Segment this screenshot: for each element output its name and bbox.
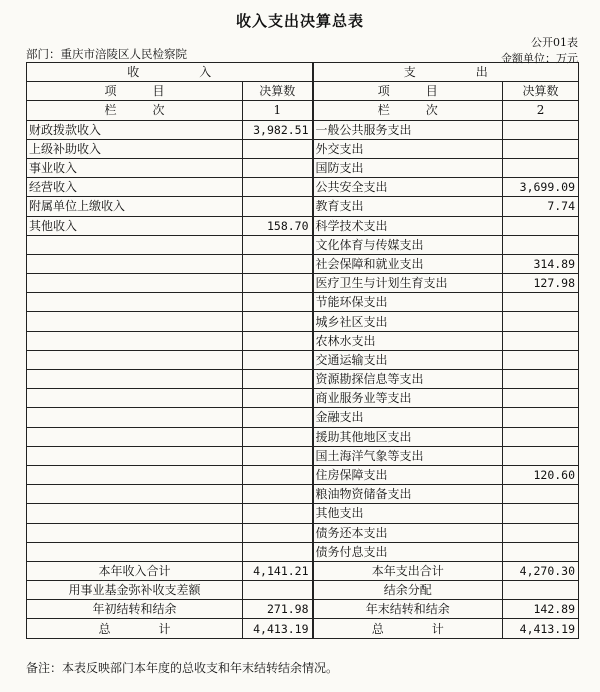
income-item-value <box>243 274 313 293</box>
expense-item-value: 7.74 <box>503 197 579 216</box>
income-item-value <box>243 504 313 523</box>
expense-item-name: 外交支出 <box>313 139 503 158</box>
summary-rows <box>27 561 579 638</box>
expense-item-name: 文化体育与传媒支出 <box>313 235 503 254</box>
expense-item-value <box>503 120 579 139</box>
income-item-name: 事业收入 <box>27 158 243 177</box>
income-item-name <box>27 465 243 484</box>
summary-left-value: 4,141.21 <box>243 561 313 580</box>
income-item-name <box>27 254 243 273</box>
table-row <box>27 408 579 427</box>
income-item-name <box>27 408 243 427</box>
expense-item-name: 一般公共服务支出 <box>313 120 503 139</box>
income-item-name <box>27 542 243 561</box>
income-item-name <box>27 370 243 389</box>
summary-left-value: 4,413.19 <box>243 619 313 638</box>
table-row <box>27 293 579 312</box>
summary-left-label: 年初结转和结余 <box>27 600 243 619</box>
expense-item-name: 城乡社区支出 <box>313 312 503 331</box>
summary-right-value: 4,413.19 <box>503 619 579 638</box>
expense-section-header: 支 出 <box>313 63 579 82</box>
expense-item-name: 国土海洋气象等支出 <box>313 446 503 465</box>
table-row <box>27 158 579 177</box>
income-item-name: 经营收入 <box>27 178 243 197</box>
table-row <box>27 523 579 542</box>
summary-row <box>27 581 579 600</box>
expense-item-value <box>503 350 579 369</box>
income-item-value: 158.70 <box>243 216 313 235</box>
income-item-name <box>27 274 243 293</box>
expense-item-value <box>503 331 579 350</box>
income-item-value <box>243 178 313 197</box>
income-item-name: 其他收入 <box>27 216 243 235</box>
table-row <box>27 120 579 139</box>
expense-column-number: 2 <box>503 101 579 120</box>
table-row <box>27 504 579 523</box>
expense-item-value: 120.60 <box>503 465 579 484</box>
expense-item-name: 节能环保支出 <box>313 293 503 312</box>
expense-item-value <box>503 427 579 446</box>
income-item-value <box>243 446 313 465</box>
expense-amount-header: 决算数 <box>503 82 579 101</box>
expense-item-name: 社会保障和就业支出 <box>313 254 503 273</box>
summary-row <box>27 600 579 619</box>
income-item-value <box>243 427 313 446</box>
income-item-value <box>243 331 313 350</box>
summary-row <box>27 561 579 580</box>
table-row <box>27 446 579 465</box>
expense-item-value <box>503 139 579 158</box>
expense-item-name: 资源勘探信息等支出 <box>313 370 503 389</box>
table-row <box>27 427 579 446</box>
income-item-value <box>243 197 313 216</box>
table-row <box>27 216 579 235</box>
expense-column-label: 栏 次 <box>313 101 503 120</box>
summary-right-label: 年末结转和结余 <box>313 600 503 619</box>
income-item-value <box>243 235 313 254</box>
table-row <box>27 485 579 504</box>
income-item-name <box>27 485 243 504</box>
expense-item-value: 3,699.09 <box>503 178 579 197</box>
income-item-name <box>27 427 243 446</box>
expense-item-name: 科学技术支出 <box>313 216 503 235</box>
expense-item-value: 127.98 <box>503 274 579 293</box>
expense-item-value <box>503 235 579 254</box>
income-amount-header: 决算数 <box>243 82 313 101</box>
column-number-row <box>27 101 579 120</box>
income-item-header: 项 目 <box>27 82 243 101</box>
footnote: 备注：本表反映部门本年度的总收支和年末结转结余情况。 <box>26 661 339 675</box>
table-row <box>27 178 579 197</box>
table-row <box>27 274 579 293</box>
income-item-value <box>243 523 313 542</box>
table-row <box>27 254 579 273</box>
income-item-name <box>27 235 243 254</box>
summary-right-label: 总 计 <box>313 619 503 638</box>
expense-item-name: 粮油物资储备支出 <box>313 485 503 504</box>
summary-left-value <box>243 581 313 600</box>
table-row <box>27 139 579 158</box>
column-header-row <box>27 82 579 101</box>
income-item-value: 3,982.51 <box>243 120 313 139</box>
income-item-name: 上级补助收入 <box>27 139 243 158</box>
income-expense-table <box>26 62 579 639</box>
expense-item-name: 国防支出 <box>313 158 503 177</box>
expense-item-value <box>503 485 579 504</box>
income-item-value <box>243 389 313 408</box>
table-row <box>27 370 579 389</box>
income-item-value <box>243 350 313 369</box>
summary-left-value: 271.98 <box>243 600 313 619</box>
table-row <box>27 389 579 408</box>
income-column-label: 栏 次 <box>27 101 243 120</box>
table-row <box>27 350 579 369</box>
expense-item-value <box>503 408 579 427</box>
income-column-number: 1 <box>243 101 313 120</box>
page-title: 收入支出决算总表 <box>235 12 364 30</box>
expense-item-value <box>503 370 579 389</box>
income-item-name <box>27 504 243 523</box>
expense-item-value <box>503 312 579 331</box>
table-row <box>27 331 579 350</box>
income-item-name <box>27 389 243 408</box>
table-row <box>27 197 579 216</box>
unit-label: 金额单位：万元 <box>501 52 578 65</box>
summary-row <box>27 619 579 638</box>
expense-item-name: 农林水支出 <box>313 331 503 350</box>
income-item-value <box>243 293 313 312</box>
summary-right-value: 4,270.30 <box>503 561 579 580</box>
income-item-name <box>27 446 243 465</box>
summary-left-label: 本年收入合计 <box>27 561 243 580</box>
department-label: 部门：重庆市涪陵区人民检察院 <box>26 47 187 61</box>
income-item-value <box>243 408 313 427</box>
income-item-name: 财政拨款收入 <box>27 120 243 139</box>
expense-item-name: 教育支出 <box>313 197 503 216</box>
expense-item-value <box>503 523 579 542</box>
income-item-name: 附属单位上缴收入 <box>27 197 243 216</box>
income-item-name <box>27 523 243 542</box>
expense-item-value <box>503 293 579 312</box>
expense-item-value <box>503 158 579 177</box>
income-item-value <box>243 254 313 273</box>
income-item-name <box>27 331 243 350</box>
table-row <box>27 235 579 254</box>
expense-item-name: 其他支出 <box>313 504 503 523</box>
section-header-row <box>27 63 579 82</box>
expense-item-value <box>503 389 579 408</box>
summary-right-label: 本年支出合计 <box>313 561 503 580</box>
expense-item-value <box>503 216 579 235</box>
summary-right-value <box>503 581 579 600</box>
expense-item-value <box>503 446 579 465</box>
income-item-value <box>243 158 313 177</box>
expense-item-name: 债务付息支出 <box>313 542 503 561</box>
expense-item-value <box>503 542 579 561</box>
income-item-value <box>243 465 313 484</box>
income-item-name <box>27 312 243 331</box>
summary-right-value: 142.89 <box>503 600 579 619</box>
table-row <box>27 312 579 331</box>
detail-rows <box>27 120 579 561</box>
expense-item-name: 医疗卫生与计划生育支出 <box>313 274 503 293</box>
expense-item-header: 项 目 <box>313 82 503 101</box>
income-item-value <box>243 370 313 389</box>
income-item-value <box>243 139 313 158</box>
income-item-value <box>243 485 313 504</box>
income-item-name <box>27 293 243 312</box>
summary-left-label: 总 计 <box>27 619 243 638</box>
income-item-value <box>243 542 313 561</box>
expense-item-value <box>503 504 579 523</box>
summary-left-label: 用事业基金弥补收支差额 <box>27 581 243 600</box>
summary-right-label: 结余分配 <box>313 581 503 600</box>
income-item-name <box>27 350 243 369</box>
table-row <box>27 542 579 561</box>
income-item-value <box>243 312 313 331</box>
expense-item-name: 住房保障支出 <box>313 465 503 484</box>
expense-item-name: 援助其他地区支出 <box>313 427 503 446</box>
expense-item-name: 商业服务业等支出 <box>313 389 503 408</box>
expense-item-name: 交通运输支出 <box>313 350 503 369</box>
expense-item-name: 金融支出 <box>313 408 503 427</box>
expense-item-name: 公共安全支出 <box>313 178 503 197</box>
income-section-header: 收 入 <box>27 63 313 82</box>
form-number: 公开01表 <box>531 36 578 49</box>
expense-item-name: 债务还本支出 <box>313 523 503 542</box>
table-row <box>27 465 579 484</box>
expense-item-value: 314.89 <box>503 254 579 273</box>
